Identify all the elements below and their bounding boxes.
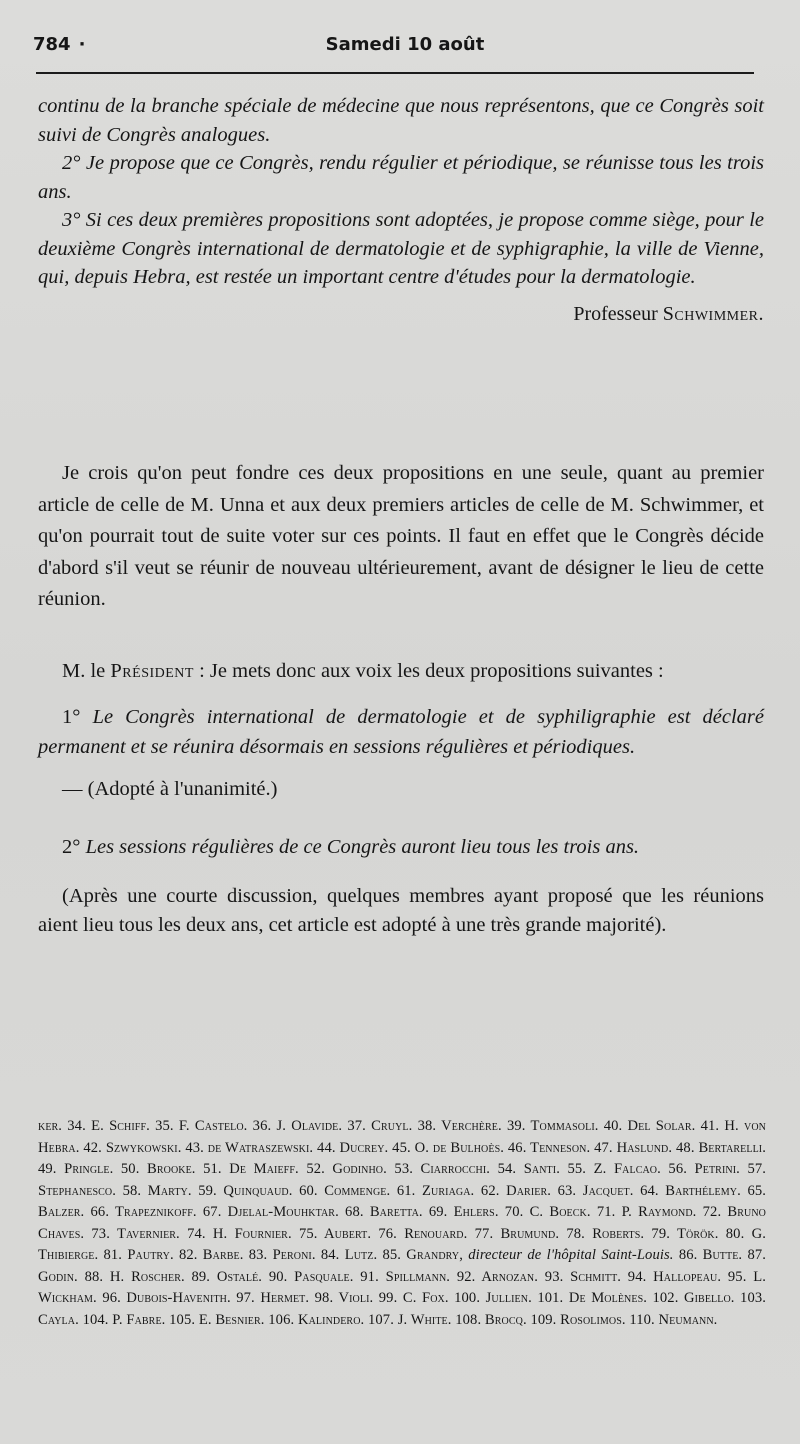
proposal-paragraph-2: 2° Je propose que ce Congrès, rendu régulier et périodique, se réunisse tous les trois ans.	[38, 152, 764, 203]
header-separator: ·	[78, 34, 86, 55]
motion-2	[38, 832, 764, 862]
page-number-value: 784	[33, 34, 71, 55]
proposal-paragraph-3: 3° Si ces deux premières propositions sont adoptées, je propose comme siège, pour le deuxième Congrès international de dermatologie et de syphigraphie, la ville de Vienne, qui, depuis Hebra, est restée un important centre d'études pour la dermatologie.	[38, 209, 764, 288]
running-head: Samedi 10 août	[325, 34, 485, 55]
motion-1-number: 1°	[62, 706, 81, 728]
member-title-note: directeur de l'hôpital Saint-Louis.	[468, 1247, 674, 1263]
speaker-name: Président	[110, 660, 194, 682]
proposal-paragraph-1: continu de la branche spéciale de médecine que nous représentons, que ce Congrès soit suivi de Congrès analogues.	[38, 95, 764, 146]
outcome-paragraph: (Après une courte discussion, quelques membres ayant proposé que les réunions aient lieu tous les deux ans, cet article est adopté à une très grande majorité).	[38, 885, 764, 936]
discussion-block	[38, 458, 764, 616]
motion-2-text: Les sessions régulières de ce Congrès auront lieu tous les trois ans.	[85, 836, 640, 858]
member-names: ker. 34. E. Schiff. 35. F. Castelo. 36. J. Olavide. 37. Cruyl. 38. Verchère. 39. Tommasoli. 40. Del Solar. 41. H. von Hebra. 42. Szwykowski. 43. de Watraszewski. 44. Ducrey. 45. O. de Bulhoès. 46. Tenneson. 47. Haslund. 48. Bertarelli. 49. Pringle. 50. Brooke. 51. De Maieff. 52. Godinho. 53. Ciarrocchi. 54. Santi. 55. Z. Falcao. 56. Petrini. 57. Stephanesco. 58. Marty. 59. Quinquaud. 60. Commenge. 61. Zuriaga. 62. Darier. 63. Jacquet. 64. Barthélemy. 65. Balzer. 66. Trapeznikoff. 67. Djelal-Mouhktar. 68. Baretta. 69. Ehlers. 70. C. Boeck. 71. P. Raymond. 72. Bruno Chaves. 73. Tavernier. 74. H. Fournier. 75. Aubert. 76. Renouard. 77. Brumund. 78. Roberts. 79. Török. 80. G. Thibierge. 81. Pautry. 82. Barbe. 83. Peroni. 84. Lutz. 85. Grandry,	[38, 1118, 766, 1263]
motion-2-number: 2°	[62, 836, 81, 858]
motion-1	[38, 702, 764, 762]
president-speech	[38, 656, 764, 686]
signature-prefix: Professeur	[573, 302, 658, 325]
discussion-paragraph: Je crois qu'on peut fondre ces deux propositions en une seule, quant au premier article de celle de M. Unna et aux deux premiers articles de celle de M. Schwimmer, et qu'on pourrait tout de suite voter sur ces points. Il faut en effet que le Congrès décide d'abord s'il veut se réunir de nouveau ultérieurement, avant de désigner le lieu de cette réunion.	[38, 462, 764, 610]
signature-name: Schwimmer.	[662, 302, 764, 325]
adopted-note: — (Adopté à l'unanimité.)	[62, 778, 278, 800]
signature	[38, 300, 764, 329]
member-names-end: 86. Butte. 87. Godin. 88. H. Roscher. 89. Ostalé. 90. Pasquale. 91. Spillmann. 92. Arnozan. 93. Schmitt. 94. Hallopeau. 95. L. Wickham. 96. Dubois-Havenith. 97. Hermet. 98. Violi. 99. C. Fox. 100. Jullien. 101. De Molènes. 102. Gibello. 103. Cayla. 104. P. Fabre. 105. E. Besnier. 106. Kalindero. 107. J. White. 108. Brocq. 109. Rosolimos. 110. Neumann.	[38, 1247, 767, 1328]
page-header	[0, 30, 800, 62]
president-block	[38, 656, 764, 940]
speech-text: : Je mets donc aux voix les deux propositions suivantes :	[193, 660, 664, 682]
proposal-block	[38, 92, 764, 328]
header-rule	[36, 72, 754, 74]
member-list	[38, 1116, 766, 1331]
speaker-prefix: M. le	[62, 660, 106, 682]
motion-1-text: Le Congrès international de dermatologie et de syphiligraphie est déclaré permanent et se réunira désormais en sessions régulières et périodiques.	[38, 706, 764, 758]
